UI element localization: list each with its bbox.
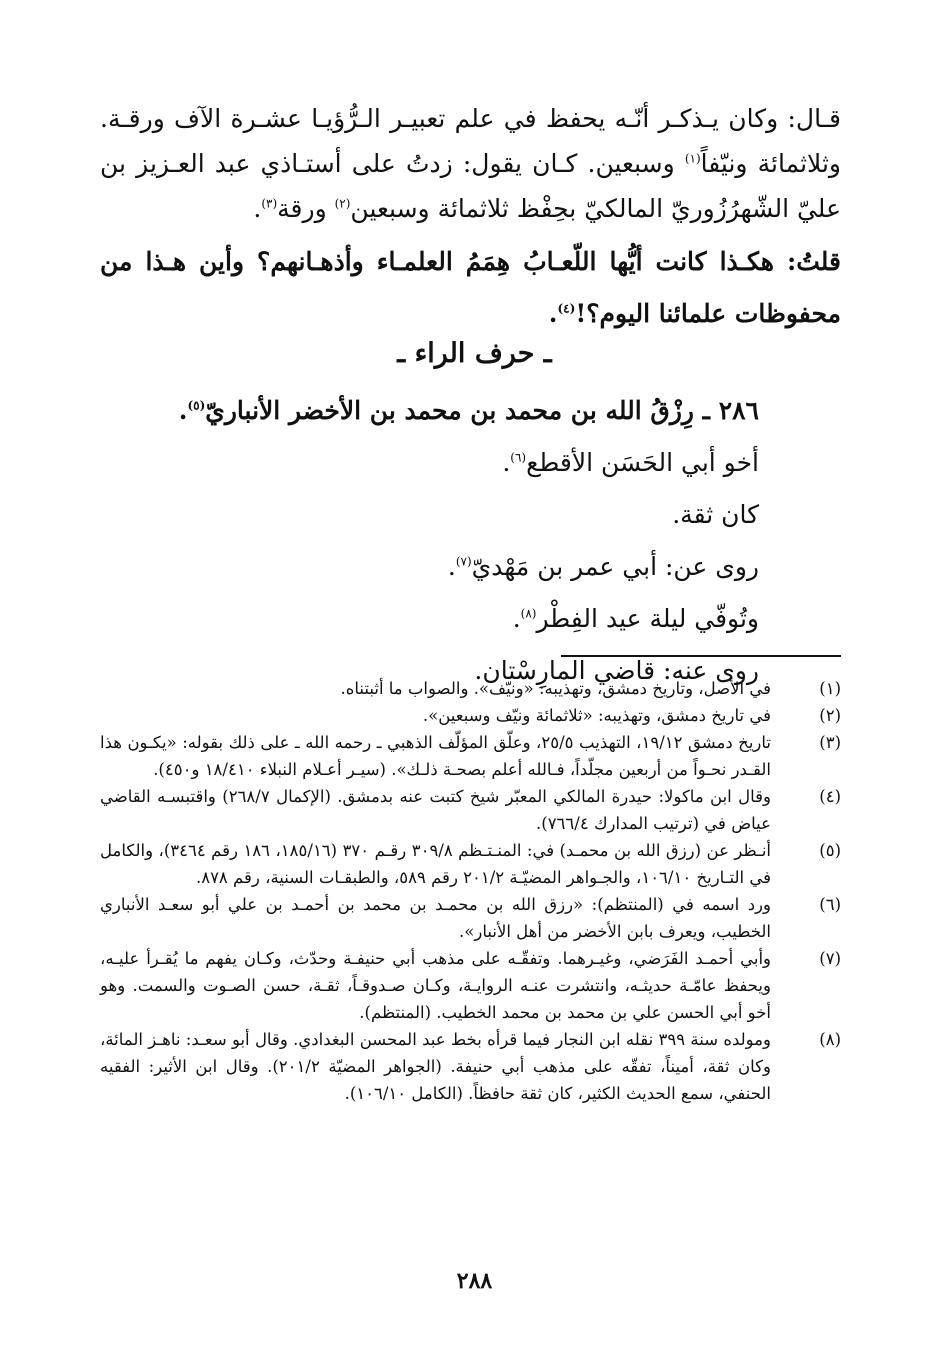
footnote-3 [100,729,841,783]
entry-line-brother [139,437,759,489]
footnote-number: (١) [819,679,841,698]
footnote-number: (٦) [819,895,841,914]
footnote-text: ومولده سنة ٣٩٩ نقله ابن النجار فيما قرأه بخط عبد المحسن البغدادي. وقال أبو سعـد: ناهـز المائة، وكان ثقة، أميناً، تفقّه على مذهب أبي حنيفة. (الجواهر المضيّة ٢٠١/٢). وقال ابن الأثير: الفقيه الحنفي، سمع الحديث الكثير، كان ثقة حافظاً. (الكامل ١٠٦/١٠). [100,1030,771,1103]
body-paragraph [100,96,841,231]
footnote-text: في تاريخ دمشق، وتهذيبه: «ثلاثمائة ونيّف وسبعين». [422,706,771,725]
entry-text: روى عن: أبي عمر بن مَهْديّ [471,552,759,581]
footnote-8 [100,1026,841,1107]
footnote-ref-7[interactable]: (٧) [455,554,472,569]
entry-end: . [502,448,511,477]
paragraph-memory-account [100,96,841,231]
comment-end: . [548,299,558,328]
footnote-separator [561,655,841,657]
footnote-text: في الأصل، وتاريخ دمشق، وتهذيبه: «ونيّف». والصواب ما أثبتناه. [340,679,771,698]
section-title: ـ حرف الراء ـ [397,338,552,369]
footnote-ref-4[interactable]: (٤) [557,301,576,316]
footnote-ref-6[interactable]: (٦) [510,450,527,465]
footnote-text: وقال ابن ماكولا: حيدرة المالكي المعبّر شيخ كتبت عنه بدمشق. (الإكمال ٢٦٨/٧) واقتبسـه القاضي عياض في (ترتيب المدارك ٧٦٦/٤). [100,787,771,833]
footnote-number: (٥) [819,841,841,860]
paragraph-text: ورقة [277,194,335,223]
footnote-ref-5[interactable]: (٥) [187,398,206,413]
author-comment [100,236,841,340]
footnote-ref-2[interactable]: (٢) [334,196,351,211]
biography-entry [139,385,759,697]
footnote-4 [100,783,841,837]
entry-heading [139,385,759,437]
footnote-1 [100,675,841,702]
footnote-number: (٣) [819,733,841,752]
footnote-number: (٧) [819,949,841,968]
footnote-number: (٢) [819,706,841,725]
footnote-5 [100,837,841,891]
footnote-number: (٨) [819,1030,841,1049]
footnote-ref-1[interactable]: (١) [684,151,701,166]
paragraph-text: قـال: وكان يـذكـر أنّـه يحفظ في علم تعبيـر الـرُّؤيـا عشـرة الآف ورقـة. وثلاثمائة ونيّفاً [100,104,841,178]
paragraph-end: . [253,194,262,223]
entry-end: . [512,604,521,633]
entry-heading-text: ٢٨٦ ـ رِزْقُ الله بن محمد بن محمد بن الأخضر الأنباريّ [205,396,759,425]
page-number: ٢٨٨ [456,1268,493,1294]
entry-line-narrated-from [139,541,759,593]
entry-line-death [139,593,759,645]
footnote-text: ورد اسمه في (المنتظم): «رزق الله بن محمـد بن محمد بن أحمـد بن علي أبو سعـد الأنباري الخطيب، ويعرف بابن الأخضر من أهل الأنبار». [100,895,771,941]
footnote-text: أنـظر عن (رزق الله بن محمـد) في: المنـتـظم ٣٠٩/٨ رقـم ٣٧٠ (١٨٥/١٦، ١٨٦ رقم ٣٤٦٤)، والكامل في التـاريخ ١٠٦/١٠، والجـواهر المضيّـة ٢٠١/٢ رقم ٥٨٩، والطبقـات السنية، رقم ٨٧٨. [100,841,772,887]
footnote-6 [100,891,841,945]
footnote-number: (٤) [819,787,841,806]
comment-text: قلتُ: هكـذا كانت أيُّها اللّعـابُ هِمَمُ العلمـاء وأذهـانهم؟ وأين هـذا من محفوظات علمائنا اليوم؟! [100,247,841,328]
paragraph-text: وسبعين. كـان يقول: زدتُ على أستـاذي عبد العـزيز بن عليّ الشّهرُزُوريّ المالكيّ بحِفْظ ثلاثمائة وسبعين [100,149,841,223]
footnote-ref-3[interactable]: (٣) [261,196,278,211]
footnote-2 [100,702,841,729]
entry-text: وتُوفّي ليلة عيد الفِطْر [536,604,759,633]
entry-end: . [447,552,456,581]
footnote-7 [100,945,841,1026]
entry-line-narrated-by: روى عنه: قاضي المارِسْتان. [474,656,759,685]
footnotes [100,675,841,1107]
footnote-text: تاريخ دمشق ١٩/١٢، التهذيب ٢٥/٥، وعلّق المؤلّف الذهبي ـ رحمه الله ـ على ذلك بقوله: «يكـون هذا القـدر نحـواً من أربعين مجلّداً، فـالله أعلم بصحـة ذلـك». (سيـر أعـلام النبلاء ١٨/٤١٠ و٤٥٠). [100,733,771,779]
entry-heading-end: . [178,396,188,425]
entry-line-trust: كان ثقة. [672,500,759,529]
entry-text: أخو أبي الحَسَن الأقطع [526,448,759,477]
footnote-text: وأبي أحمـد الفَرَضي، وغيـرهما. وتفقّـه على مذهب أبي حنيفـة وحدّث، وكـان يفهم ما يُقـرأ عليـه، ويحفظ عامّـة حديثـه، وانتشرت عنـه الروايـة، وكـان صـدوقـاً، ثقـة، حسن الصـوت والسمت. وهو أخو أبي الحسن علي بن محمد بن محمد الخطيب. (المنتظم). [100,949,771,1022]
footnote-ref-8[interactable]: (٨) [520,606,537,621]
